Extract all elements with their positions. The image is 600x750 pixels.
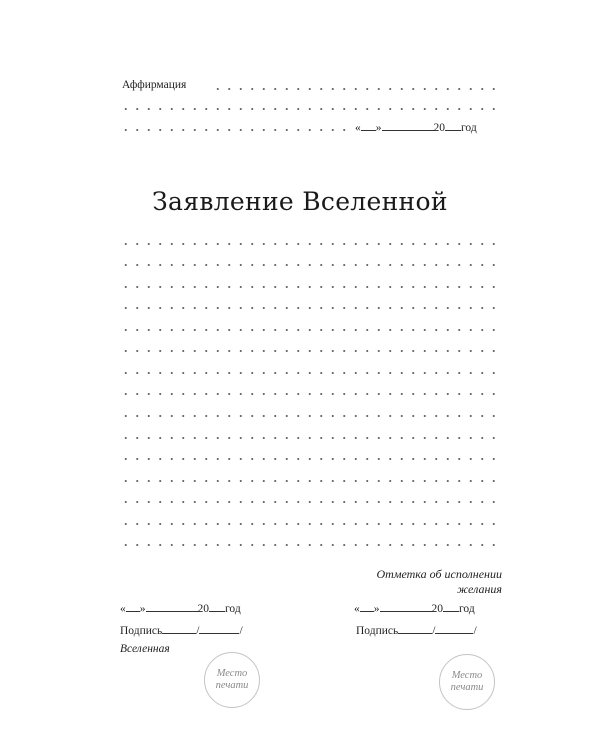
year-prefix: 20 — [433, 122, 445, 134]
left-stamp — [204, 652, 260, 708]
body-dotted-line — [120, 349, 502, 353]
day-blank[interactable] — [126, 601, 140, 612]
name-blank[interactable] — [199, 623, 239, 634]
signature-blank[interactable] — [162, 623, 196, 634]
fulfillment-note — [376, 567, 502, 597]
body-dotted-line — [120, 414, 502, 418]
stamp-line-1: Место — [216, 668, 248, 679]
signature-separator: / — [432, 625, 436, 637]
stamp-line-2: печати — [450, 682, 484, 693]
right-signature — [356, 623, 477, 637]
body-dotted-line — [120, 242, 502, 246]
month-blank[interactable] — [382, 120, 434, 131]
body-dotted-line — [120, 263, 502, 267]
body-dotted-line — [120, 306, 502, 310]
year-suffix: год — [225, 603, 241, 615]
page-title: Заявление Вселенной — [152, 187, 448, 216]
date-close-quote: » — [375, 122, 382, 134]
year-prefix: 20 — [197, 603, 209, 615]
body-dotted-line — [120, 328, 502, 332]
body-dotted-line — [120, 457, 502, 461]
stamp-line-2: печати — [215, 680, 249, 691]
body-dotted-line — [120, 522, 502, 526]
date-open-quote: « — [355, 122, 361, 134]
left-signature — [120, 623, 243, 637]
affirmation-dotted-line-1 — [212, 87, 502, 91]
year-blank[interactable] — [445, 120, 461, 131]
date-open-quote: « — [120, 603, 126, 615]
signature-label: Подпись — [356, 625, 399, 637]
signature-separator: / — [196, 625, 200, 637]
stamp-line-1: Место — [451, 670, 483, 681]
body-dotted-line — [120, 500, 502, 504]
year-blank[interactable] — [209, 601, 225, 612]
header-date — [355, 120, 477, 134]
body-dotted-line — [120, 479, 502, 483]
body-dotted-line — [120, 371, 502, 375]
left-date — [120, 601, 241, 615]
signature-separator: / — [473, 625, 477, 637]
body-dotted-line — [120, 285, 502, 289]
body-dotted-line — [120, 543, 502, 547]
affirmation-label: Аффирмация — [122, 79, 187, 91]
day-blank[interactable] — [361, 120, 376, 131]
right-date — [354, 601, 475, 615]
month-blank[interactable] — [146, 601, 198, 612]
signature-label: Подпись — [120, 625, 163, 637]
body-dotted-line — [120, 392, 502, 396]
year-blank[interactable] — [443, 601, 459, 612]
date-close-quote: » — [139, 603, 146, 615]
year-suffix: год — [459, 603, 475, 615]
date-close-quote: » — [373, 603, 380, 615]
date-open-quote: « — [354, 603, 360, 615]
month-blank[interactable] — [380, 601, 432, 612]
name-blank[interactable] — [435, 623, 473, 634]
signature-separator: / — [239, 625, 243, 637]
year-prefix: 20 — [431, 603, 443, 615]
right-stamp — [439, 654, 495, 710]
day-blank[interactable] — [360, 601, 374, 612]
fulfillment-note-line-1: Отметка об исполнении — [376, 567, 502, 581]
year-suffix: год — [461, 122, 477, 134]
affirmation-dotted-line-3 — [120, 128, 352, 132]
signature-blank[interactable] — [398, 623, 432, 634]
signer-name: Вселенная — [120, 643, 170, 655]
affirmation-dotted-line-2 — [120, 107, 502, 111]
body-dotted-line — [120, 436, 502, 440]
fulfillment-note-line-2: желания — [457, 582, 502, 596]
